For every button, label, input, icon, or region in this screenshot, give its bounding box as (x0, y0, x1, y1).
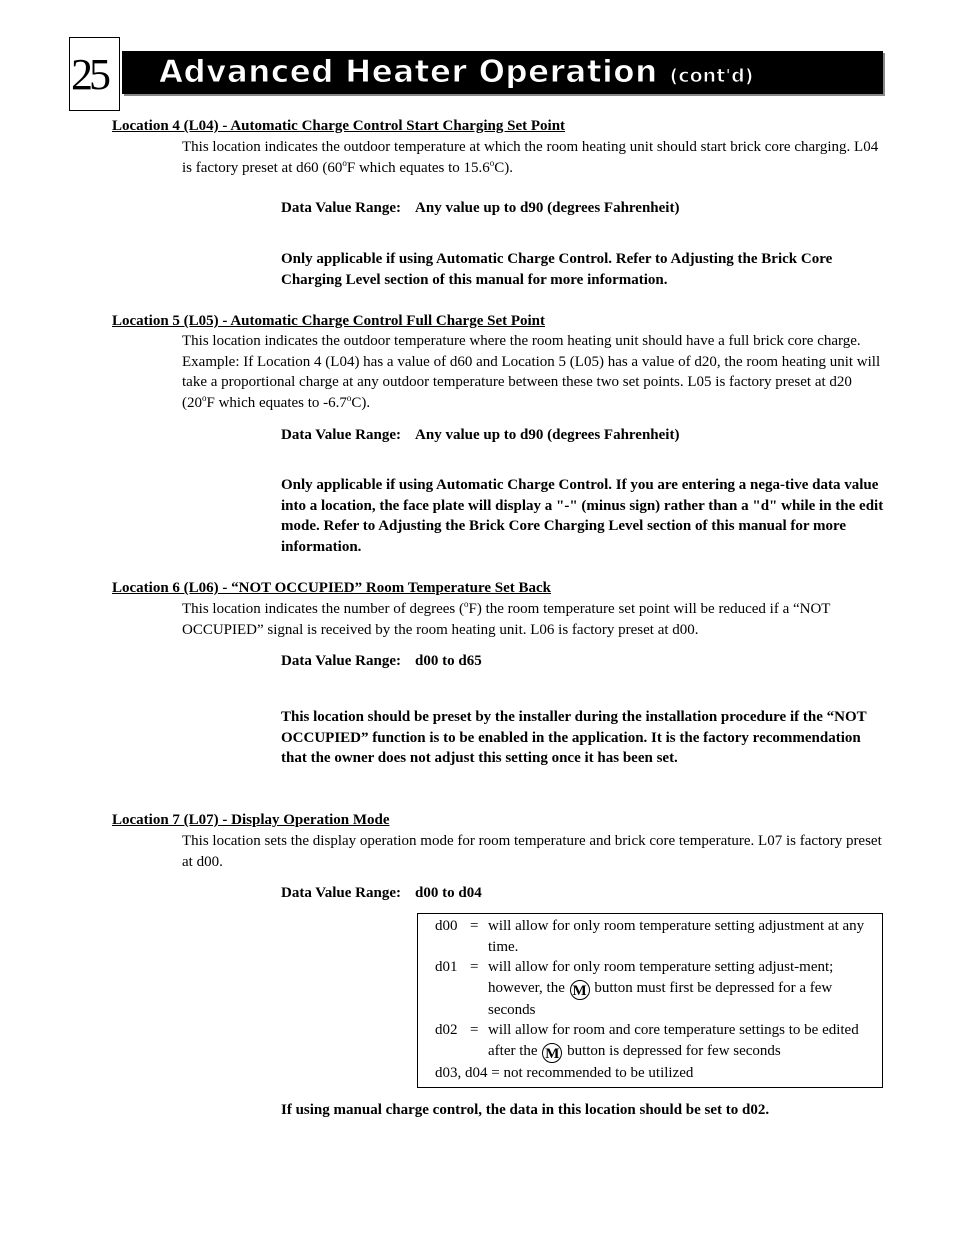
note-l04: Only applicable if using Automatic Charge Control. Refer to Adjusting the Brick Core Charging Level section of this manual for more information. (281, 251, 833, 288)
data-range-l06: Data Value Range: d00 to d65 (281, 653, 482, 669)
option-description: will allow for room and core temperature settings to be edited after the M button is depressed for few seconds (488, 1022, 859, 1062)
section-body-l05: This location indicates the outdoor temperature where the room heating unit should have a full brick core charge. Example: If Location 4 (L04) has a value of d60 and Location 5 (L05) has a value of d20, the room heating unit will take a proportional charge at any outdoor temperature between these two set points. L05 is factory preset at d20 (20$^o$F which equates to -6.7$^o$C). (182, 333, 881, 411)
note-l07: If using manual charge control, the data in this location should be set to d02. (281, 1102, 770, 1118)
option-equals: = (470, 959, 479, 975)
option-row-d03-d04: d03, d04 = not recommended to be utilized (435, 1064, 694, 1081)
data-range-l05: Data Value Range: Any value up to d90 (degrees Fahrenheit) (281, 427, 680, 443)
option-row-d01 (435, 957, 882, 1020)
page-number: 25 (69, 37, 120, 111)
section-body-l07: This location sets the display operation mode for room temperature and brick core temperature. L07 is factory preset at d00. (182, 833, 882, 870)
option-description: will allow for only room temperature setting adjust-ment; however, the M button must first be depressed for a few seconds (488, 959, 834, 1018)
m-button-icon: M (542, 1043, 562, 1063)
option-code: d01 (435, 959, 458, 975)
section-title-l06: Location 6 (L06) - “NOT OCCUPIED” Room Temperature Set Back (112, 580, 552, 596)
option-code: d02 (435, 1022, 458, 1038)
option-row-d00 (435, 916, 882, 957)
section-title-l07: Location 7 (L07) - Display Operation Mode (112, 812, 390, 828)
title-suffix: (cont'd) (669, 65, 754, 87)
options-box (417, 913, 883, 1088)
section-body-l04: This location indicates the outdoor temperature at which the room heating unit should start brick core charging. L04 is factory preset at d60 (60$^o$F which equates to 15.6$^o$C). (182, 139, 879, 176)
option-description: will allow for only room temperature setting adjustment at any time. (488, 918, 865, 955)
page-title: Advanced Heater Operation (cont'd) (159, 54, 754, 90)
section-title-l05: Location 5 (L05) - Automatic Charge Control Full Charge Set Point (112, 313, 546, 329)
data-range-l07: Data Value Range: d00 to d04 (281, 885, 482, 901)
section-title-l04: Location 4 (L04) - Automatic Charge Control Start Charging Set Point (112, 118, 566, 134)
option-row-d02 (435, 1020, 882, 1063)
option-equals: = (470, 918, 479, 934)
option-equals: = (470, 1022, 479, 1038)
data-range-l04: Data Value Range: Any value up to d90 (degrees Fahrenheit) (281, 200, 680, 216)
note-l05: Only applicable if using Automatic Charge Control. If you are entering a nega-tive data value into a location, the face plate will display a "-" (minus sign) rather than a "d" while in the edit mode. Refer to Adjusting the Brick Core Charging Level section of this manual for more information. (281, 477, 884, 555)
option-code: d00 (435, 918, 458, 934)
note-l06: This location should be preset by the installer during the installation procedure if the “NOT OCCUPIED” function is to be enabled in the application. It is the factory recommendation that the owner does not adjust this setting once it has been set. (281, 709, 867, 766)
title-bar (122, 51, 883, 94)
m-button-icon: M (570, 980, 590, 1000)
section-body-l06: This location indicates the number of degrees ($^o$F) the room temperature set point will be reduced if a “NOT OCCUPIED” signal is received by the room heating unit. L06 is factory preset at d00. (182, 599, 831, 638)
